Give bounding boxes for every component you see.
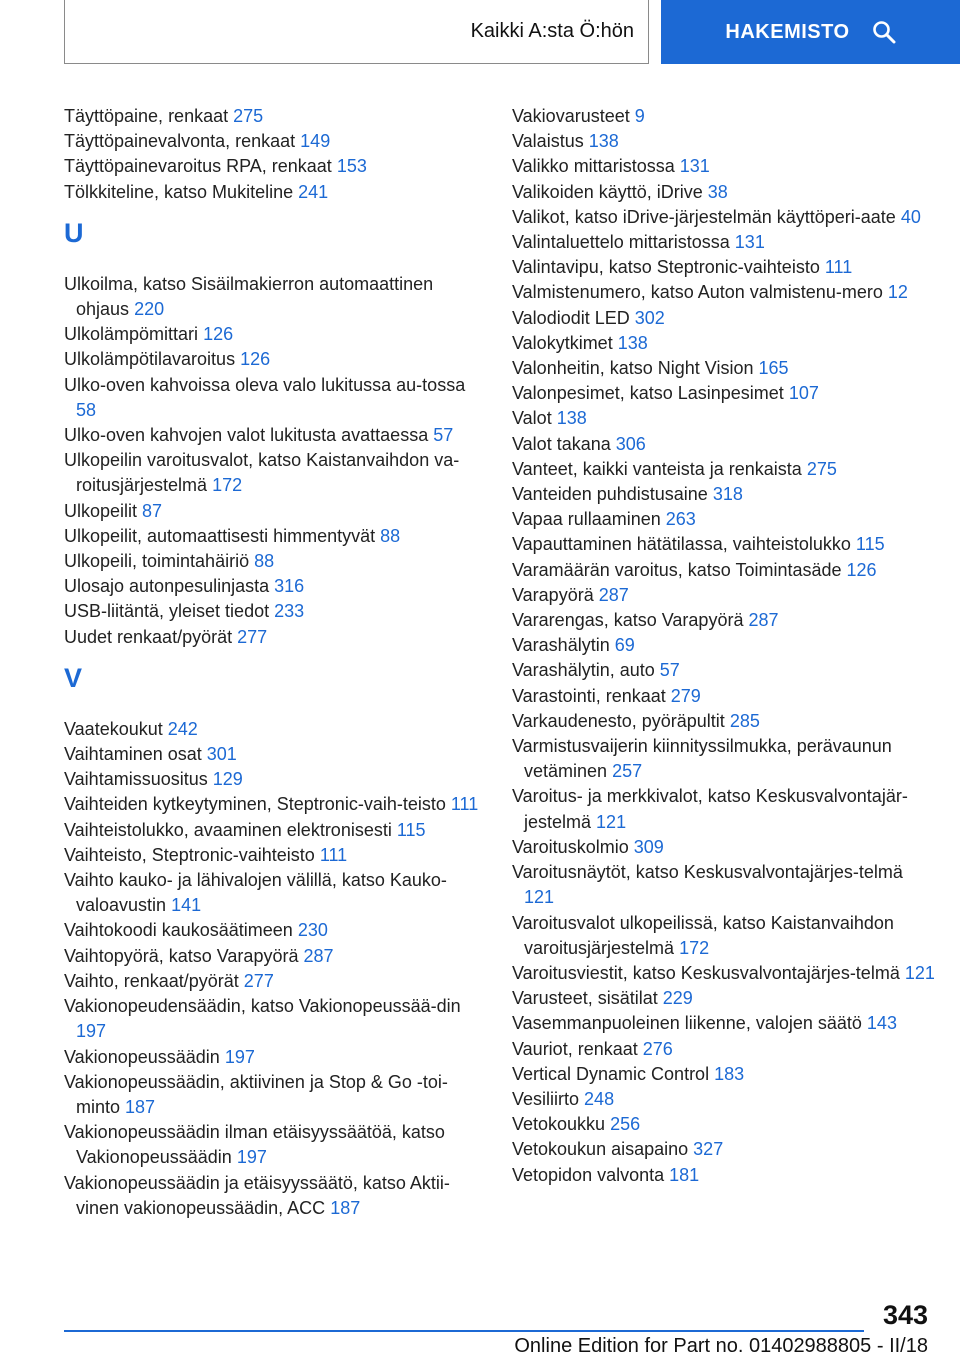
entry-text: Valaistus — [512, 131, 584, 152]
index-entry — [512, 684, 937, 709]
index-entry — [512, 633, 937, 658]
page-link[interactable]: 111 — [824, 257, 853, 278]
page-link[interactable]: 129 — [212, 769, 243, 790]
page-link[interactable]: 248 — [584, 1088, 615, 1109]
index-entry — [64, 742, 484, 767]
page-link[interactable]: 229 — [662, 988, 693, 1009]
index-entry — [512, 1037, 937, 1062]
index-entry — [512, 734, 937, 784]
page-link[interactable]: 327 — [693, 1139, 724, 1160]
entry-text: Vakiovarusteet — [512, 106, 630, 126]
page-link[interactable]: 88 — [380, 525, 401, 546]
index-entry — [512, 432, 937, 457]
index-entry — [512, 583, 937, 608]
page-link[interactable]: 318 — [712, 484, 743, 505]
page-link[interactable]: 279 — [670, 685, 701, 706]
entry-text: Valot takana — [512, 433, 611, 454]
index-column-right — [512, 104, 937, 1188]
page-link[interactable]: 126 — [240, 349, 271, 370]
entry-text: Vaihteistolukko, avaaminen elektronisesti — [64, 819, 392, 840]
page-link[interactable]: 257 — [612, 761, 643, 782]
page-link[interactable]: 131 — [734, 232, 765, 253]
page-link[interactable]: 107 — [788, 383, 819, 404]
index-entry — [64, 792, 484, 817]
page-link[interactable]: 9 — [634, 106, 645, 126]
entry-text: Vararengas, katso Varapyörä — [512, 610, 744, 631]
page-link[interactable]: 276 — [642, 1038, 673, 1059]
entry-text: Varashälytin, auto — [512, 660, 655, 681]
entry-text: Varoitusviestit, katso Keskusvalvontajärjes-telmä — [512, 962, 900, 983]
index-entry — [64, 574, 484, 599]
index-entry — [512, 306, 937, 331]
entry-text: Vakionopeussäädin, aktiivinen ja Stop & Go -toi-minto — [64, 1071, 448, 1117]
index-entry — [64, 944, 484, 969]
index-entry — [512, 709, 937, 734]
entry-text: Valikot, katso iDrive-järjestelmän käyttöperi-aate — [512, 206, 896, 227]
index-entry — [512, 230, 937, 255]
footer-divider — [64, 1330, 864, 1332]
edition-note: Online Edition for Part no. 01402988805 - II/18 — [514, 1335, 928, 1357]
page-link[interactable]: 197 — [224, 1046, 255, 1067]
index-entry — [64, 969, 484, 994]
index-entry — [512, 180, 937, 205]
index-entry — [64, 499, 484, 524]
entry-text: Valonheitin, katso Night Vision — [512, 358, 754, 379]
page-link[interactable]: 285 — [729, 710, 760, 731]
index-entry — [64, 272, 484, 322]
page-link[interactable]: 220 — [134, 299, 165, 320]
entry-text: Valikoiden käyttö, iDrive — [512, 181, 703, 202]
entry-text: Valintaluettelo mittaristossa — [512, 232, 730, 253]
entry-text: Vertical Dynamic Control — [512, 1063, 710, 1084]
entry-text: Vetokoukku — [512, 1114, 606, 1135]
page-link[interactable]: 131 — [679, 156, 710, 177]
index-entry — [64, 599, 484, 624]
entry-text: Täyttöpainevalvonta, renkaat — [64, 131, 296, 152]
search-icon — [872, 20, 896, 44]
page-link[interactable]: 242 — [167, 718, 198, 739]
entry-text: Vetopidon valvonta — [512, 1164, 665, 1185]
entry-text: Varoitus- ja merkkivalot, katso Keskusvalvontajär-jestelmä — [512, 786, 908, 832]
index-entry — [64, 918, 484, 943]
page-link[interactable]: 12 — [887, 282, 908, 303]
index-entry — [512, 457, 937, 482]
index-entry — [512, 205, 937, 230]
page-link[interactable]: 256 — [610, 1114, 641, 1135]
index-tab[interactable] — [661, 0, 960, 64]
entry-text: Ulkopeilit, automaattisesti himmentyvät — [64, 525, 376, 546]
index-entry — [64, 154, 484, 179]
index-entry — [512, 104, 937, 129]
index-entry — [512, 1087, 937, 1112]
entry-text: Ulko-oven kahvoissa oleva valo lukitussa au-tossa — [64, 374, 466, 395]
index-entry — [512, 835, 937, 860]
entry-text: Vesiliirto — [512, 1088, 580, 1109]
index-entry — [64, 1045, 484, 1070]
page-link[interactable]: 275 — [233, 106, 264, 126]
entry-text: Valot — [512, 408, 552, 429]
atoz-tab-label: Kaikki A:sta Ö:hön — [470, 20, 634, 42]
entry-text: Varoitusvalot ulkopeilissä, katso Kaistanvaihdon varoitusjärjestelmä — [512, 912, 894, 958]
entry-text: Valokytkimet — [512, 332, 613, 353]
index-entry — [64, 129, 484, 154]
page-link[interactable]: 277 — [243, 970, 274, 991]
entry-text: Täyttöpaine, renkaat — [64, 106, 229, 126]
entry-text: Vaihtokoodi kaukosäätimeen — [64, 920, 293, 941]
index-column-left — [64, 104, 484, 1221]
entry-text: Vakionopeussäädin — [64, 1046, 220, 1067]
page-link[interactable]: 302 — [634, 307, 665, 328]
page-link[interactable]: 115 — [855, 534, 885, 555]
entry-text: Varashälytin — [512, 635, 610, 656]
entry-text: Varamäärän varoitus, katso Toimintasäde — [512, 559, 842, 580]
entry-text: Varapyörä — [512, 584, 594, 605]
entry-text: Ulkolämpötilavaroitus — [64, 349, 236, 370]
page-link[interactable]: 187 — [330, 1197, 361, 1218]
page-link[interactable]: 57 — [659, 660, 680, 681]
page-link[interactable]: 141 — [171, 895, 202, 916]
index-entry — [512, 608, 937, 633]
entry-text: Varusteet, sisätilat — [512, 988, 658, 1009]
index-tab-label: HAKEMISTO — [725, 20, 850, 43]
page-link[interactable]: 149 — [300, 131, 331, 152]
entry-text: Vaihtamissuositus — [64, 769, 208, 790]
page-link[interactable]: 241 — [298, 181, 329, 202]
entry-text: Vakionopeussäädin ilman etäisyyssäätöä, katso Vakionopeussäädin — [64, 1122, 445, 1168]
page-link[interactable]: 138 — [617, 332, 648, 353]
page-link[interactable]: 187 — [125, 1096, 156, 1117]
entry-text: Vapauttaminen hätätilassa, vaihteistolukko — [512, 534, 851, 555]
entry-text: USB-liitäntä, yleiset tiedot — [64, 601, 270, 622]
index-entry — [512, 860, 937, 910]
page-link[interactable]: 287 — [598, 584, 629, 605]
page-link[interactable]: 126 — [203, 324, 234, 345]
page-link[interactable]: 263 — [665, 509, 696, 530]
index-entry — [512, 911, 937, 961]
entry-text: Ulkopeilin varoitusvalot, katso Kaistanvaihdon va-roitusjärjestelmä — [64, 450, 460, 496]
entry-text: Täyttöpainevaroitus RPA, renkaat — [64, 156, 332, 177]
index-entry — [64, 1070, 484, 1120]
page-link[interactable]: 111 — [450, 794, 479, 815]
entry-text: Varkaudenesto, pyöräpultit — [512, 710, 725, 731]
page-link[interactable]: 287 — [748, 610, 779, 631]
page-link[interactable]: 57 — [433, 425, 454, 446]
page-link[interactable]: 87 — [142, 500, 163, 521]
index-entry — [64, 322, 484, 347]
index-entry — [64, 549, 484, 574]
index-entry — [64, 180, 484, 205]
index-entry — [64, 423, 484, 448]
index-entry — [512, 558, 937, 583]
page-link[interactable]: 121 — [596, 811, 627, 832]
index-entry — [64, 1120, 484, 1170]
page-link[interactable]: 121 — [904, 962, 935, 983]
entry-text: Ulko-oven kahvojen valot lukitusta avattaessa — [64, 425, 429, 446]
page-link[interactable]: 143 — [866, 1013, 897, 1034]
page-link[interactable]: 183 — [714, 1063, 745, 1084]
entry-text: Vapaa rullaaminen — [512, 509, 661, 530]
entry-text: Vetokoukun aisapaino — [512, 1139, 689, 1160]
entry-text: Ulkolämpömittari — [64, 324, 199, 345]
entry-text: Vanteet, kaikki vanteista ja renkaista — [512, 458, 802, 479]
page-link[interactable]: 275 — [806, 458, 837, 479]
page-link[interactable]: 111 — [319, 844, 348, 865]
page-link[interactable]: 115 — [396, 819, 426, 840]
index-entry — [512, 255, 937, 280]
entry-text: Varoituskolmio — [512, 836, 629, 857]
page-link[interactable]: 316 — [274, 576, 305, 597]
page-link[interactable]: 40 — [900, 206, 921, 227]
entry-text: Vaihteisto, Steptronic-vaihteisto — [64, 844, 315, 865]
entry-text: Vaihtaminen osat — [64, 744, 202, 765]
index-entry — [512, 658, 937, 683]
entry-text: Valikko mittaristossa — [512, 156, 675, 177]
entry-text: Ulkoilma, katso Sisäilmakierron automaattinen ohjaus — [64, 273, 434, 320]
index-entry — [64, 1171, 484, 1221]
index-entry — [64, 347, 484, 372]
entry-text: Varoitusnäytöt, katso Keskusvalvontajärjes-telmä — [512, 862, 903, 883]
index-entry — [64, 818, 484, 843]
entry-text: Vaihto kauko- ja lähivalojen välillä, katso Kauko-valoavustin — [64, 870, 447, 916]
page-link[interactable]: 138 — [588, 131, 619, 152]
index-entry — [512, 280, 937, 305]
index-entry — [512, 1112, 937, 1137]
index-entry — [64, 104, 484, 129]
index-entry — [512, 532, 937, 557]
index-entry — [512, 129, 937, 154]
index-entry — [64, 843, 484, 868]
entry-text: Valintavipu, katso Steptronic-vaihteisto — [512, 257, 820, 278]
index-entry — [512, 784, 937, 834]
entry-text: Vauriot, renkaat — [512, 1038, 638, 1059]
page-link[interactable]: 287 — [303, 945, 334, 966]
page-link[interactable]: 230 — [297, 920, 328, 941]
page-link[interactable]: 233 — [274, 601, 305, 622]
entry-text: Ulkopeilit — [64, 500, 138, 521]
index-entry — [512, 406, 937, 431]
entry-text: Vasemmanpuoleinen liikenne, valojen säätö — [512, 1013, 862, 1034]
entry-text: Uudet renkaat/pyörät — [64, 626, 233, 647]
index-entry — [512, 986, 937, 1011]
entry-text: Valodiodit LED — [512, 307, 630, 328]
index-entry — [512, 331, 937, 356]
entry-text: Vaihto, renkaat/pyörät — [64, 970, 239, 991]
page-link[interactable]: 88 — [254, 551, 275, 572]
page-link[interactable]: 301 — [206, 744, 237, 765]
page-link[interactable]: 172 — [212, 475, 243, 496]
section-letter: V — [64, 662, 83, 693]
index-entry — [64, 767, 484, 792]
page-link[interactable]: 69 — [614, 635, 635, 656]
entry-text: Tölkkiteline, katso Mukiteline — [64, 181, 294, 202]
page-link[interactable]: 306 — [615, 433, 646, 454]
entry-text: Varmistusvaijerin kiinnityssilmukka, perävaunun vetäminen — [512, 736, 892, 782]
page-number: 343 — [882, 1300, 928, 1330]
index-entry — [512, 1163, 937, 1188]
index-entry — [512, 1011, 937, 1036]
page-link[interactable]: 197 — [236, 1147, 267, 1168]
entry-text: Vakionopeussäädin ja etäisyyssäätö, katso Aktii-vinen vakionopeussäädin, ACC — [64, 1172, 450, 1218]
index-entry — [512, 154, 937, 179]
index-entry — [64, 524, 484, 549]
page-link[interactable]: 172 — [679, 937, 710, 958]
entry-text: Valonpesimet, katso Lasinpesimet — [512, 383, 784, 404]
index-entry — [64, 448, 484, 498]
page-link[interactable]: 126 — [846, 559, 877, 580]
page-link[interactable]: 197 — [76, 1021, 107, 1042]
entry-text: Vanteiden puhdistusaine — [512, 484, 708, 505]
index-entry — [512, 961, 937, 986]
page-link[interactable]: 153 — [336, 156, 367, 177]
index-entry — [512, 381, 937, 406]
page-link[interactable]: 58 — [76, 399, 97, 420]
entry-text: Vaihtopyörä, katso Varapyörä — [64, 945, 299, 966]
index-entry — [512, 482, 937, 507]
page-link[interactable]: 181 — [669, 1164, 700, 1185]
page-link[interactable]: 138 — [556, 408, 587, 429]
section-letter: U — [64, 217, 84, 248]
entry-text: Ulkopeili, toimintahäiriö — [64, 551, 250, 572]
page-link[interactable]: 121 — [524, 887, 555, 908]
page-link[interactable]: 165 — [758, 358, 789, 379]
page-link[interactable]: 277 — [237, 626, 268, 647]
page-link[interactable]: 309 — [633, 836, 664, 857]
index-entry — [64, 868, 484, 918]
index-entry — [64, 994, 484, 1044]
index-entry — [64, 717, 484, 742]
entry-text: Varastointi, renkaat — [512, 685, 666, 706]
entry-text: Vaihteiden kytkeytyminen, Steptronic-vaih-teisto — [64, 794, 446, 815]
index-entry — [512, 1137, 937, 1162]
entry-text: Ulosajo autonpesulinjasta — [64, 576, 270, 597]
index-entry — [512, 507, 937, 532]
index-entry — [512, 356, 937, 381]
entry-text: Vakionopeudensäädin, katso Vakionopeussää-din — [64, 996, 461, 1017]
entry-text: Valmistenumero, katso Auton valmistenu-mero — [512, 282, 883, 303]
page-link[interactable]: 38 — [707, 181, 728, 202]
entry-text: Vaatekoukut — [64, 718, 163, 739]
index-entry — [64, 625, 484, 650]
index-entry — [64, 373, 484, 423]
atoz-tab[interactable] — [64, 0, 649, 64]
index-entry — [512, 1062, 937, 1087]
